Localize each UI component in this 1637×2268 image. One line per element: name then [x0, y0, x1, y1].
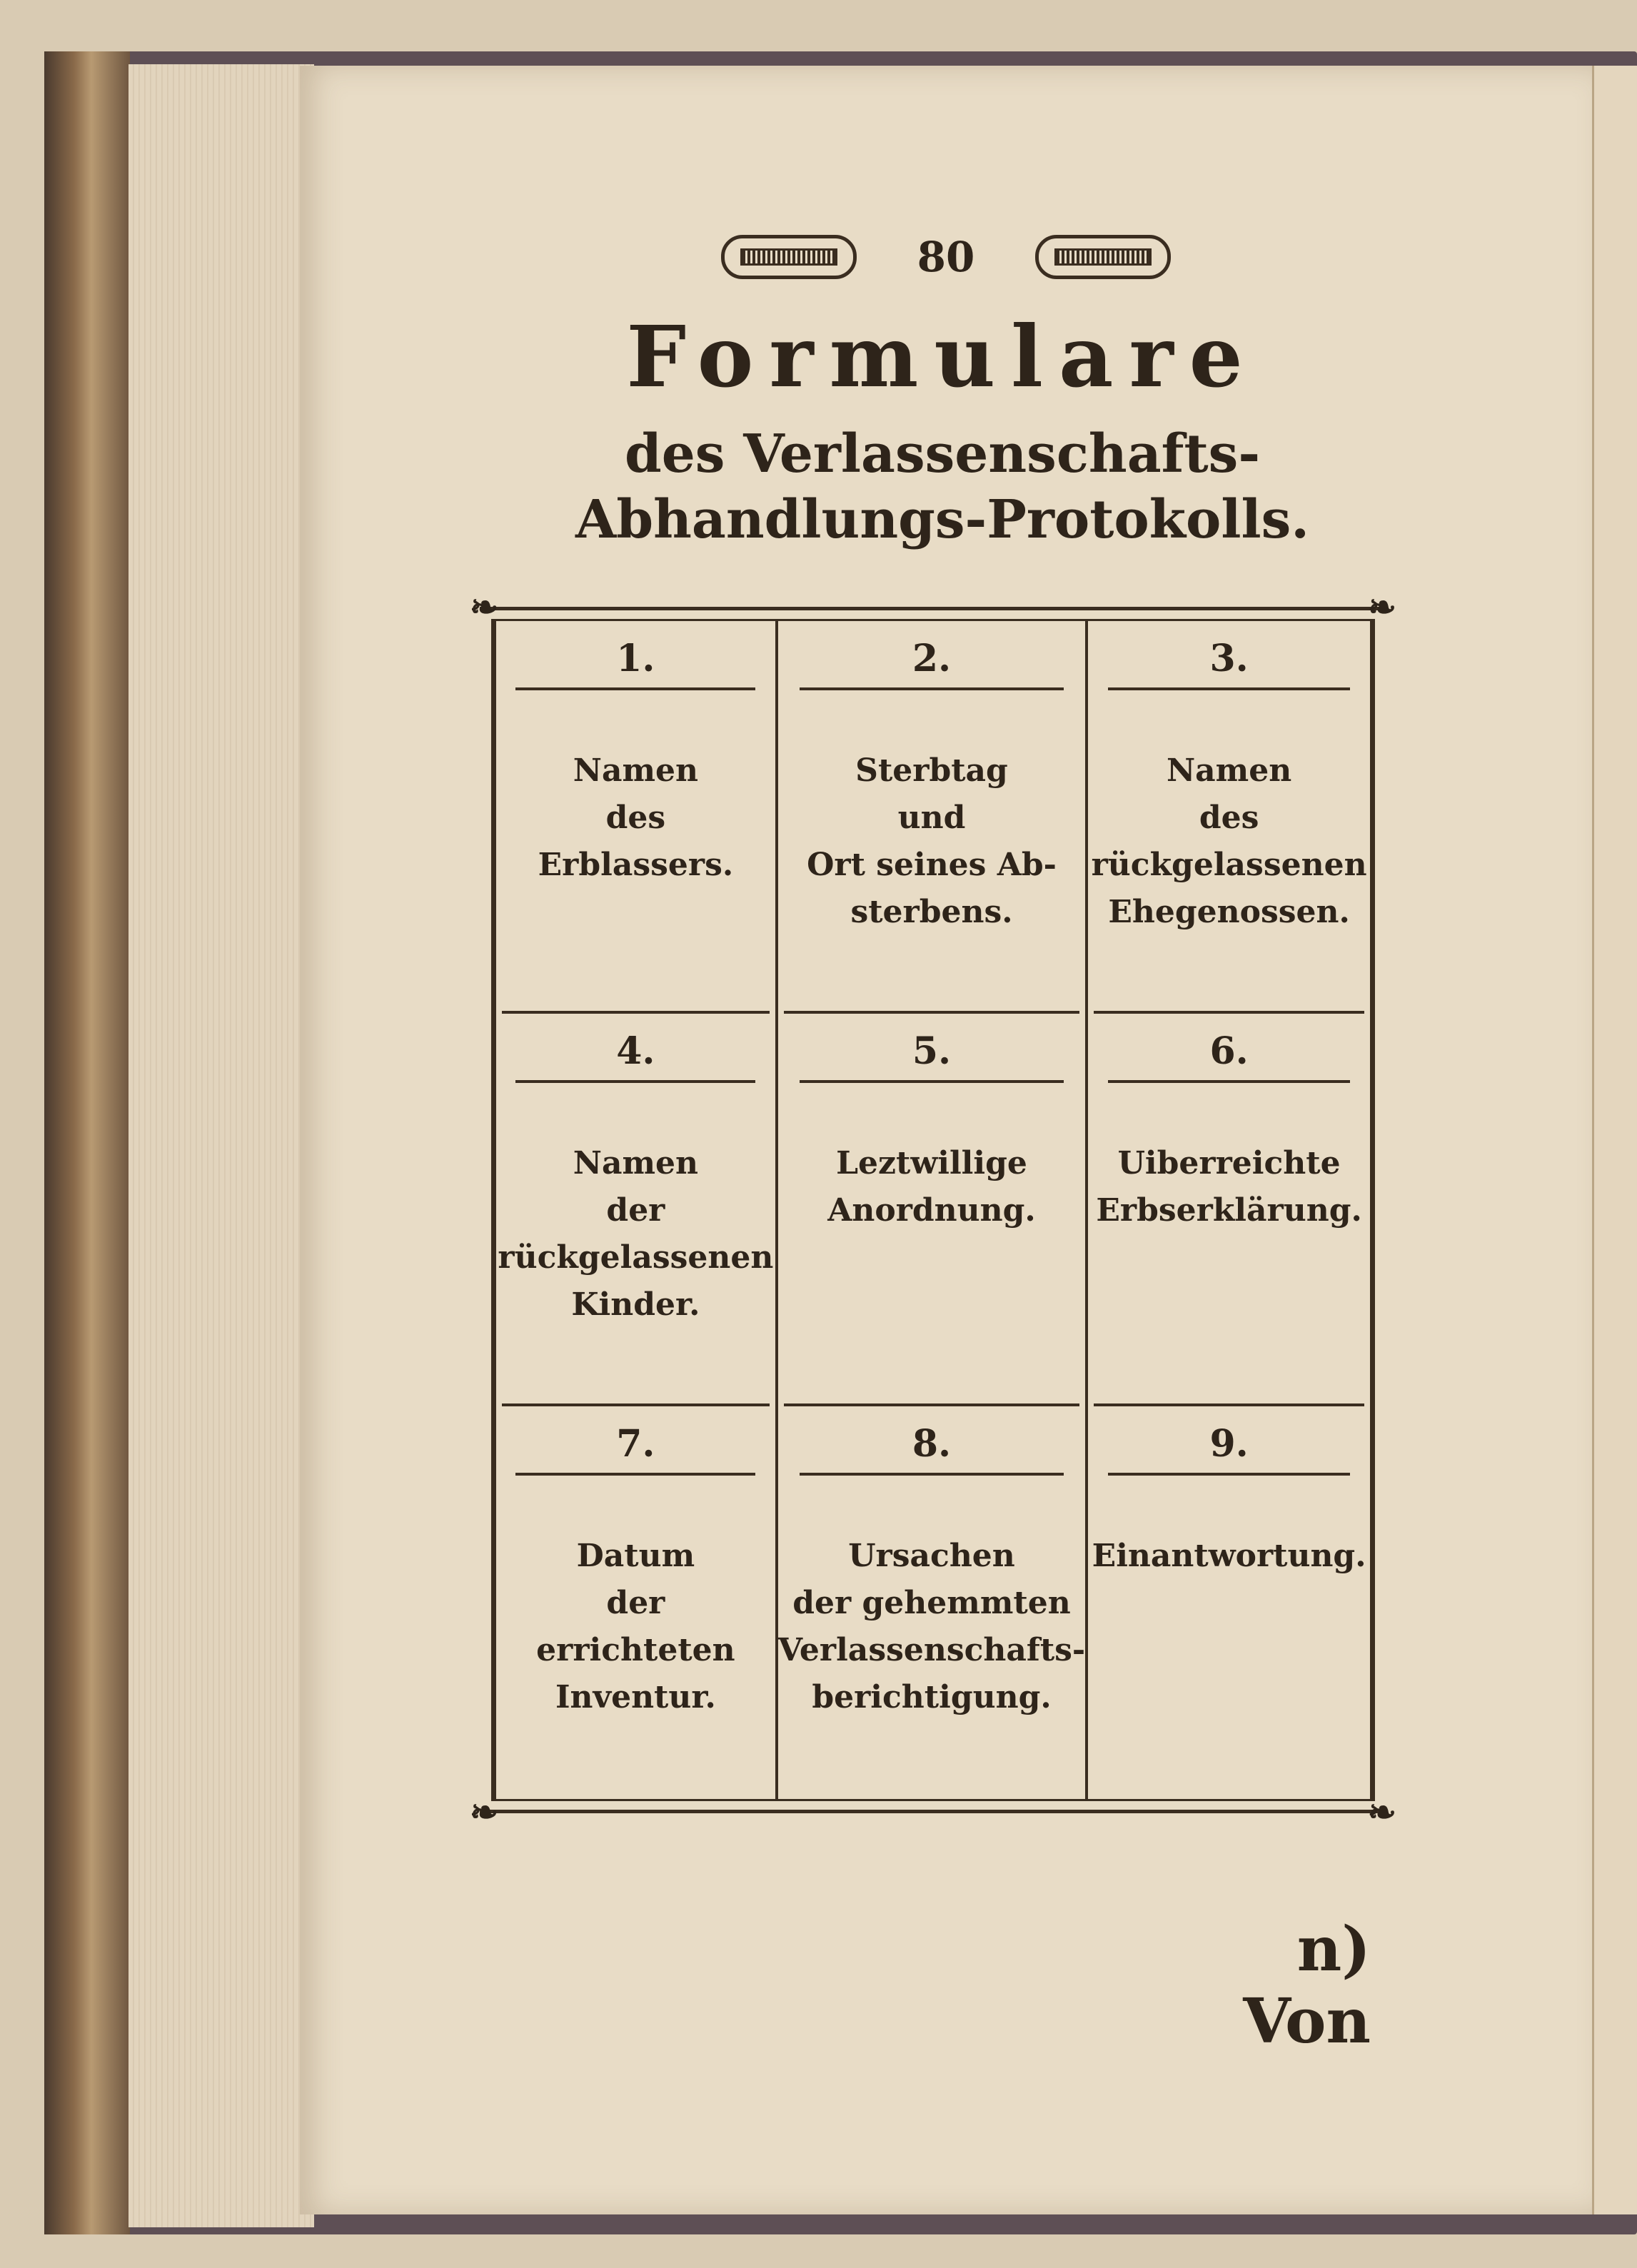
ornament-right-icon	[1035, 235, 1171, 279]
cell-label: Datum der errichteten Inventur.	[536, 1538, 735, 1715]
form-cell	[1088, 1014, 1370, 1406]
cell-number: 4.	[515, 1029, 755, 1083]
cell-number: 3.	[1108, 637, 1351, 690]
corner-ornament-icon: ❧	[470, 588, 499, 628]
form-cell	[1088, 1406, 1370, 1799]
cell-number: 6.	[1108, 1029, 1351, 1083]
cell-label: Einantwortung.	[1092, 1538, 1366, 1574]
cell-label: Ursachen der gehemmten Verlassenschafts- berichtigung.	[777, 1538, 1086, 1715]
form-cell	[778, 1406, 1088, 1799]
cell-label: Uiberreichte Erbserklärung.	[1096, 1145, 1362, 1229]
page-header	[721, 225, 1171, 289]
form-table	[470, 588, 1396, 1833]
cover-edge	[44, 51, 130, 2234]
page-title: Formulare	[626, 307, 1259, 406]
corner-ornament-icon: ❧	[1367, 1793, 1396, 1833]
cell-label: Namen des rückgelassenen Ehegenossen.	[1091, 752, 1367, 930]
cell-label: Namen des Erblassers.	[538, 752, 734, 883]
cell-number: 2.	[800, 637, 1064, 690]
ornament-left-icon	[721, 235, 857, 279]
page-block-edges	[129, 64, 314, 2227]
page-subtitle: des Verlassenschafts-Abhandlungs-Protokolls.	[575, 423, 1310, 550]
form-cell	[496, 1014, 778, 1406]
cell-label: Leztwillige Anordnung.	[827, 1145, 1036, 1229]
catchword: n) Von	[1243, 1913, 1371, 2057]
corner-ornament-icon: ❧	[470, 1793, 499, 1833]
form-cell	[496, 1406, 778, 1799]
cell-label: Namen der rückgelassenen Kinder.	[498, 1145, 774, 1323]
cell-number: 5.	[800, 1029, 1064, 1083]
cell-number: 7.	[515, 1422, 755, 1476]
cell-number: 1.	[515, 637, 755, 690]
facing-page-edge	[1592, 66, 1637, 2214]
page-number: 80	[917, 233, 975, 281]
form-frame	[491, 619, 1375, 1801]
cell-number: 8.	[800, 1422, 1064, 1476]
form-cell	[1088, 621, 1370, 1014]
corner-ornament-icon: ❧	[1367, 588, 1396, 628]
form-cell	[778, 1014, 1088, 1406]
form-cell	[496, 621, 778, 1014]
cell-label: Sterbtag und Ort seines Ab- sterbens.	[807, 752, 1057, 930]
cell-number: 9.	[1108, 1422, 1351, 1476]
form-cell	[778, 621, 1088, 1014]
